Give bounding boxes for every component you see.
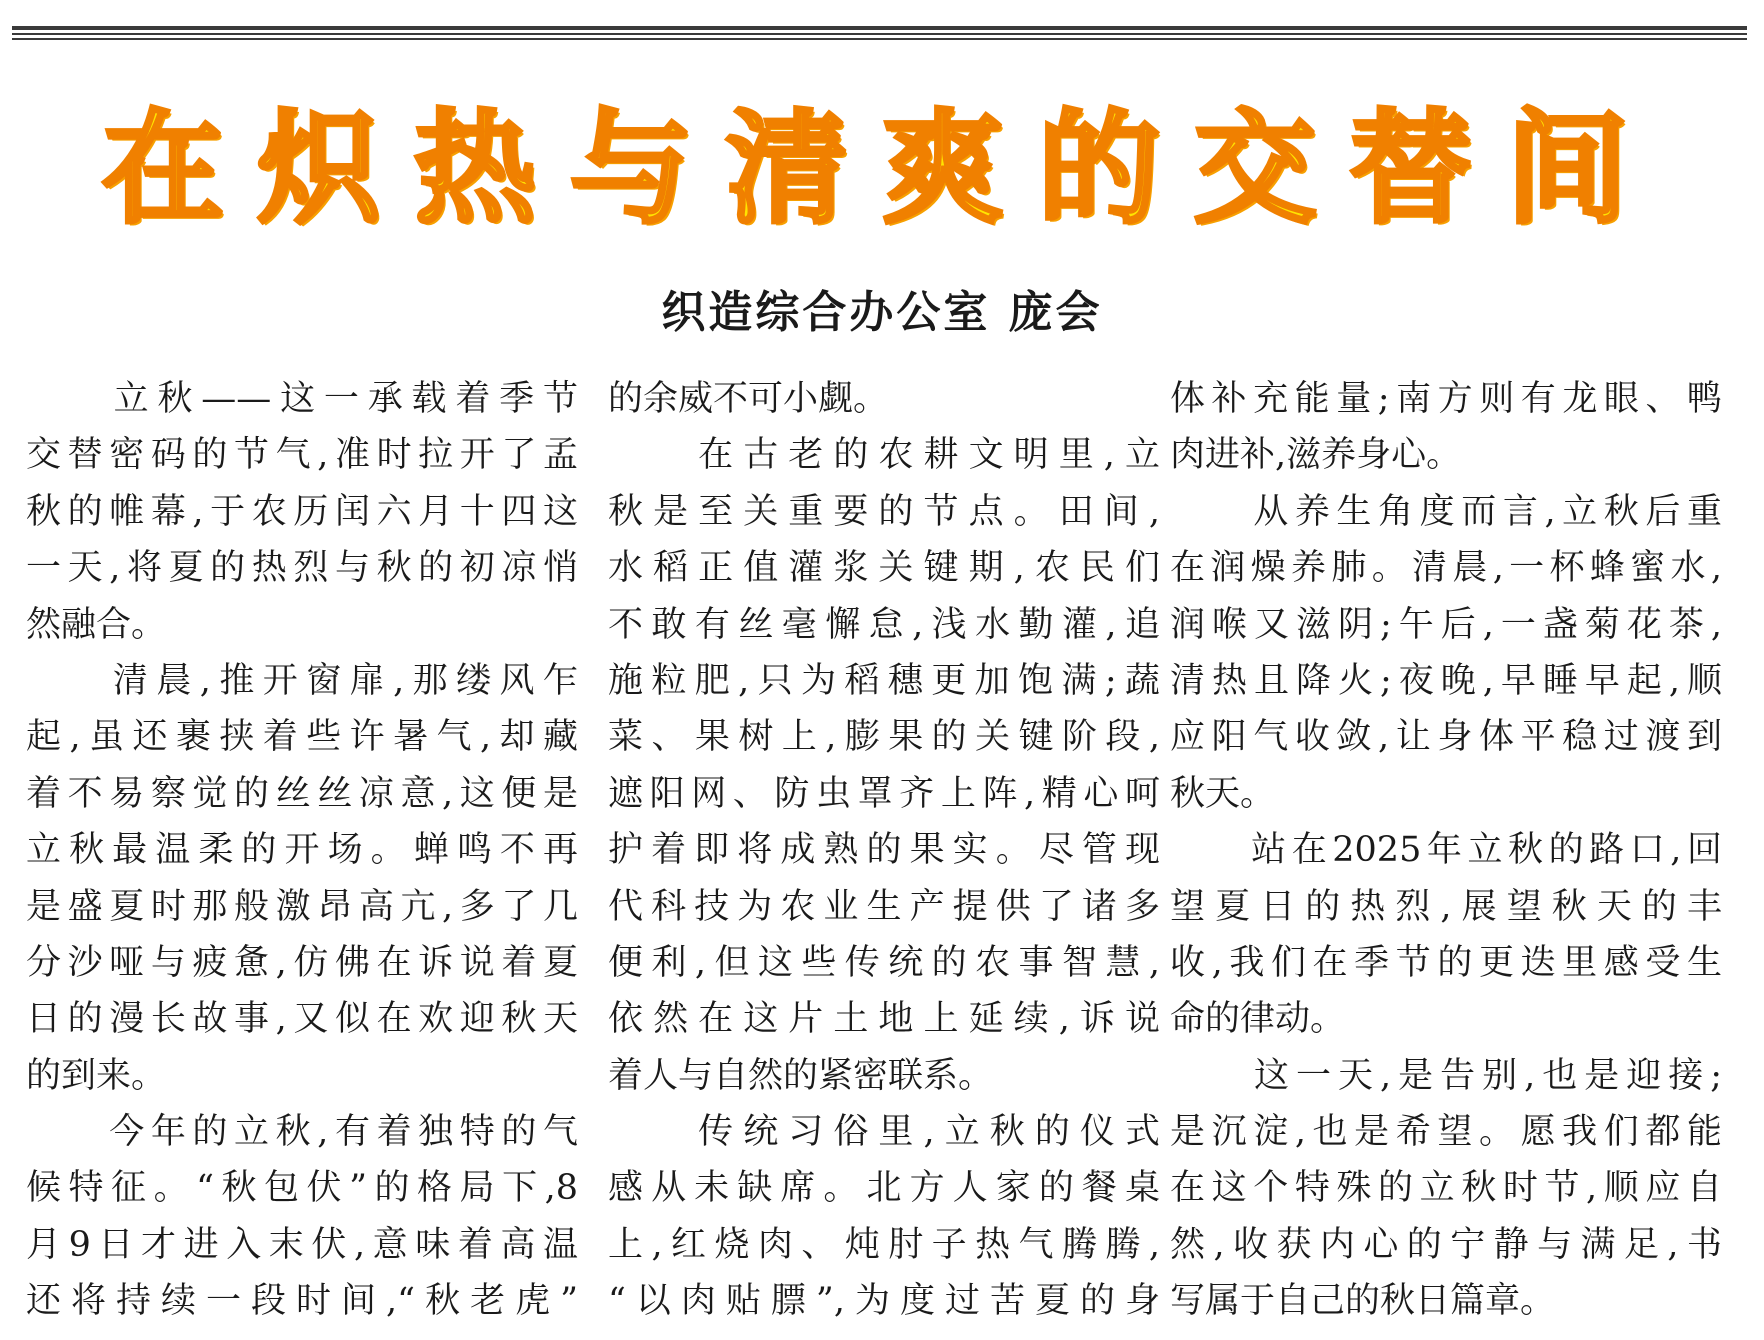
body-text-line: 肉进补,滋养身心。	[1170, 435, 1462, 476]
body-text-line: 在古老的农耕文明里,立	[608, 435, 1160, 476]
body-text-line: 在这个特殊的立秋时节,顺应自	[1170, 1168, 1722, 1209]
body-text-line: 然融合。	[26, 604, 167, 645]
body-text-line: 清晨,推开窗扉,那缕风乍	[26, 660, 578, 701]
body-text-line: 立秋——这一承载着季节	[26, 379, 578, 419]
body-text-line: 立秋最温柔的开场。蝉鸣不再	[26, 830, 578, 871]
body-text-line: 收,我们在季节的更迭里感受生	[1170, 942, 1722, 983]
article-column-1	[26, 371, 578, 1330]
body-text-line: 是盛夏时那般激昂高亢,多了几	[26, 886, 578, 927]
body-text-line: 从养生角度而言,立秋后重	[1170, 491, 1722, 532]
body-text-line: 体补充能量;南方则有龙眼、鸭	[1170, 379, 1722, 419]
body-text-line: 月9日才进入末伏,意味着高温	[26, 1224, 578, 1265]
article-headline: 在炽热与清爽的交替间	[102, 98, 1662, 240]
body-text-line: 这一天,是告别,也是迎接;	[1170, 1055, 1722, 1096]
body-text-line: 遮阳网、防虫罩齐上阵,精心呵	[608, 773, 1160, 814]
top-rule-thick	[12, 26, 1747, 30]
body-text-line: 交替密码的节气,准时拉开了孟	[26, 435, 578, 476]
body-text-line: 候特征。“秋包伏”的格局下,8	[26, 1168, 578, 1209]
body-text-line: 的余威不可小觑。	[608, 379, 889, 419]
body-text-line: 菜、果树上,膨果的关键阶段,	[608, 717, 1160, 758]
body-text-line: 便利,但这些传统的农事智慧,	[608, 942, 1160, 983]
article-column-3	[1170, 371, 1722, 1330]
body-text-line: 感从未缺席。北方人家的餐桌	[608, 1168, 1160, 1209]
body-text-line: 水稻正值灌浆关键期,农民们	[608, 548, 1160, 589]
body-text-line: 应阳气收敛,让身体平稳过渡到	[1170, 717, 1722, 758]
body-text-line: 润喉又滋阴;午后,一盏菊花茶,	[1170, 604, 1722, 645]
body-text-line: 的到来。	[26, 1055, 167, 1096]
body-text-line: 施粒肥,只为稻穗更加饱满;蔬	[608, 660, 1160, 701]
body-text-line: 不敢有丝毫懈怠,浅水勤灌,追	[608, 604, 1160, 645]
body-text-line: 秋的帷幕,于农历闰六月十四这	[26, 491, 578, 532]
body-text-line: 依然在这片土地上延续,诉说	[608, 999, 1160, 1040]
body-text-line: 上,红烧肉、炖肘子热气腾腾,	[608, 1224, 1160, 1265]
body-text-line: 代科技为农业生产提供了诸多	[608, 886, 1160, 927]
body-text-line: 望夏日的热烈,展望秋天的丰	[1170, 886, 1722, 927]
body-text-line: 清热且降火;夜晚,早睡早起,顺	[1170, 660, 1722, 701]
body-text-line: 起,虽还裹挟着些许暑气,却藏	[26, 717, 578, 758]
body-text-line: 护着即将成熟的果实。尽管现	[608, 830, 1160, 871]
article-column-2	[608, 371, 1160, 1330]
body-text-line: “以肉贴膘”,为度过苦夏的身	[608, 1281, 1160, 1322]
top-rule-thin-1	[12, 33, 1747, 35]
body-text-line: 秋是至关重要的节点。田间,	[608, 491, 1160, 532]
body-text-line: 传统习俗里,立秋的仪式	[608, 1112, 1160, 1153]
top-rule-thin-2	[12, 38, 1747, 40]
body-text-line: 是沉淀,也是希望。愿我们都能	[1170, 1112, 1722, 1153]
body-text-line: 然,收获内心的宁静与满足,书	[1170, 1224, 1722, 1265]
body-text-line: 一天,将夏的热烈与秋的初凉悄	[26, 548, 578, 589]
body-text-line: 分沙哑与疲惫,仿佛在诉说着夏	[26, 942, 578, 983]
article-byline: 织造综合办公室 庞会	[661, 287, 1103, 338]
body-text-line: 在润燥养肺。清晨,一杯蜂蜜水,	[1170, 548, 1722, 589]
body-text-line: 秋天。	[1170, 773, 1276, 814]
body-text-line: 日的漫长故事,又似在欢迎秋天	[26, 999, 578, 1040]
body-text-line: 着不易察觉的丝丝凉意,这便是	[26, 773, 578, 814]
body-text-line: 写属于自己的秋日篇章。	[1170, 1281, 1556, 1322]
body-text-line: 还将持续一段时间,“秋老虎”	[26, 1281, 578, 1322]
body-text-line: 着人与自然的紧密联系。	[608, 1055, 994, 1096]
body-text-line: 命的律动。	[1170, 999, 1346, 1040]
body-text-line: 站在2025年立秋的路口,回	[1170, 830, 1722, 871]
body-text-line: 今年的立秋,有着独特的气	[26, 1112, 578, 1153]
